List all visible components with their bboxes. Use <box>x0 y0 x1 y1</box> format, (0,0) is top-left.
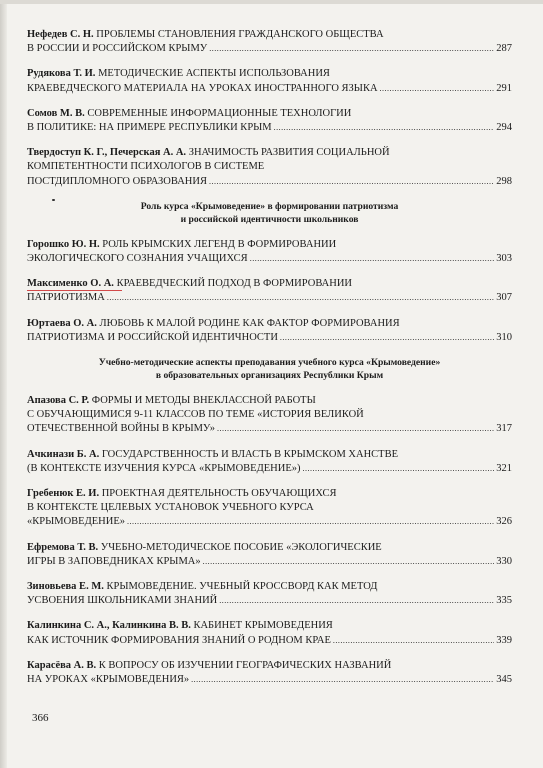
toc-title-line: (В КОНТЕКСТЕ ИЗУЧЕНИЯ КУРСА «КРЫМОВЕДЕНИЕ») <box>27 462 301 474</box>
dot-leader <box>302 462 494 476</box>
toc-title: ПРОЕКТНАЯ ДЕЯТЕЛЬНОСТЬ ОБУЧАЮЩИХСЯ <box>99 488 337 500</box>
toc-entry-first-line <box>27 487 512 501</box>
toc-entry-last-line <box>27 673 512 687</box>
toc-entry <box>27 277 512 305</box>
toc-author: Нефедев С. Н. <box>27 29 94 40</box>
toc-author: Максименко О. А. <box>27 278 114 289</box>
toc-title: КРАЕВЕДЧЕСКИЙ ПОДХОД В ФОРМИРОВАНИИ <box>113 278 352 290</box>
toc-title: ЗНАЧИМОСТЬ РАЗВИТИЯ СОЦИАЛЬНОЙ <box>186 147 390 159</box>
dot-leader <box>107 291 494 305</box>
section-heading-methodology <box>27 356 512 382</box>
dot-leader <box>274 121 495 135</box>
toc-title-line: ПАТРИОТИЗМА И РОССИЙСКОЙ ИДЕНТИЧНОСТИ <box>27 331 278 343</box>
toc-author: Твердоступ К. Г., Печерская А. А. <box>27 147 187 159</box>
toc-title: УЧЕБНО-МЕТОДИЧЕСКОЕ ПОСОБИЕ «ЭКОЛОГИЧЕСКИЕ <box>98 541 382 553</box>
toc-entry-first-line <box>27 317 512 331</box>
toc-page-number: 287 <box>496 43 512 55</box>
toc-entry-first-line <box>27 541 512 555</box>
toc-entry-last-line <box>27 42 512 56</box>
toc-page-number: 310 <box>496 331 512 343</box>
toc-entry <box>27 67 512 95</box>
toc-entry-first-line <box>27 28 512 42</box>
dot-leader <box>217 422 494 436</box>
toc-title-line: КРАЕВЕДЧЕСКОГО МАТЕРИАЛА НА УРОКАХ ИНОСТРАННОГО ЯЗЫКА <box>27 82 378 94</box>
toc-author: Ачкинази Б. А. <box>27 448 100 460</box>
toc-page-number: 294 <box>496 122 512 134</box>
toc-entry <box>27 619 512 647</box>
toc-entry <box>27 580 512 608</box>
toc-title: РОЛЬ КРЫМСКИХ ЛЕГЕНД В ФОРМИРОВАНИИ <box>99 238 337 250</box>
toc-entry <box>27 317 512 345</box>
toc-title: ПРОБЛЕМЫ СТАНОВЛЕНИЯ ГРАЖДАНСКОГО ОБЩЕСТВА <box>93 29 384 40</box>
toc-entry-last-line <box>27 121 512 135</box>
toc-author: Юртаева О. А. <box>27 317 97 329</box>
dot-leader <box>219 594 494 608</box>
page-number: 366 <box>32 712 49 724</box>
toc-title: К ВОПРОСУ ОБ ИЗУЧЕНИИ ГЕОГРАФИЧЕСКИХ НАЗВАНИЙ <box>96 659 392 671</box>
toc-entry-last-line <box>27 291 512 305</box>
toc-page-number: 339 <box>496 634 512 646</box>
toc-entry <box>27 107 512 135</box>
toc-entry <box>27 487 512 530</box>
toc-title-line: КАК ИСТОЧНИК ФОРМИРОВАНИЯ ЗНАНИЙ О РОДНОМ КРАЕ <box>27 634 331 646</box>
toc-page-number: 307 <box>496 292 512 304</box>
toc-author: Карасёва А. В. <box>27 659 97 671</box>
dot-leader <box>203 555 495 569</box>
section-heading-line: и российской идентичности школьников <box>180 213 359 225</box>
toc-page-number: 330 <box>496 555 512 567</box>
toc-title-line: «КРЫМОВЕДЕНИЕ» <box>27 516 125 528</box>
toc-title: СОВРЕМЕННЫЕ ИНФОРМАЦИОННЫЕ ТЕХНОЛОГИИ <box>84 107 352 119</box>
toc-entry <box>27 238 512 266</box>
toc-entry <box>27 659 512 687</box>
toc-entry <box>27 28 512 56</box>
toc-entry-first-line <box>27 277 512 291</box>
toc-entry-last-line <box>27 634 512 648</box>
toc-title: КРЫМОВЕДЕНИЕ. УЧЕБНЫЙ КРОССВОРД КАК МЕТОД <box>103 581 378 593</box>
toc-title: ЛЮБОВЬ К МАЛОЙ РОДИНЕ КАК ФАКТОР ФОРМИРОВАНИЯ <box>96 317 400 329</box>
toc-title: МЕТОДИЧЕСКИЕ АСПЕКТЫ ИСПОЛЬЗОВАНИЯ <box>95 68 330 80</box>
page-gutter-shadow <box>0 0 7 768</box>
toc-title-line: ПОСТДИПЛОМНОГО ОБРАЗОВАНИЯ <box>27 175 207 187</box>
toc-entry-first-line <box>27 238 512 252</box>
toc-entry-last-line <box>27 252 512 266</box>
dot-leader <box>280 331 494 345</box>
toc-title: КАБИНЕТ КРЫМОВЕДЕНИЯ <box>190 620 333 632</box>
toc-page-number: 326 <box>496 516 512 528</box>
toc-entry-last-line <box>27 594 512 608</box>
toc-entry <box>27 541 512 569</box>
toc-author: Горошко Ю. Н. <box>27 238 100 250</box>
toc-author: Сомов М. В. <box>27 107 85 119</box>
toc-entry-first-line <box>27 580 512 594</box>
toc-group <box>27 28 512 189</box>
section-heading-line: в образовательных организациях Республики Крым <box>155 370 384 382</box>
toc-title: ГОСУДАРСТВЕННОСТЬ И ВЛАСТЬ В КРЫМСКОМ ХАНСТВЕ <box>99 448 398 460</box>
toc-entry <box>27 394 512 437</box>
toc-title-line: С ОБУЧАЮЩИМИСЯ 9-11 КЛАССОВ ПО ТЕМЕ «ИСТОРИЯ ВЕЛИКОЙ <box>27 409 364 421</box>
toc-page-number: 321 <box>496 462 512 474</box>
dot-leader <box>209 42 494 56</box>
toc-entry-first-line <box>27 67 512 81</box>
toc-author: Зиновьева Е. М. <box>27 581 104 593</box>
toc-title-line: ОТЕЧЕСТВЕННОЙ ВОЙНЫ В КРЫМУ» <box>27 423 215 435</box>
toc-author: Рудякова Т. И. <box>27 68 96 80</box>
toc-title-line: НА УРОКАХ «КРЫМОВЕДЕНИЯ» <box>27 674 190 686</box>
toc-entry-last-line <box>27 555 512 569</box>
section-heading-line: Роль курса «Крымоведение» в формировании патриотизма <box>140 200 399 212</box>
toc-title-line: ПАТРИОТИЗМА <box>27 292 105 304</box>
toc-group <box>27 394 512 687</box>
toc-entry-last-line <box>27 175 512 189</box>
toc-entry-first-line <box>27 659 512 673</box>
toc-title: ФОРМЫ И МЕТОДЫ ВНЕКЛАССНОЙ РАБОТЫ <box>89 395 316 407</box>
toc-entry-last-line <box>27 331 512 345</box>
toc-entry-last-line <box>27 462 512 476</box>
dot-leader <box>380 82 495 96</box>
page-top-edge <box>0 0 543 4</box>
toc-title-line: ИГРЫ В ЗАПОВЕДНИКАХ КРЫМА» <box>27 555 201 567</box>
dot-leader <box>209 175 494 189</box>
toc-page-number: 317 <box>496 423 512 435</box>
toc-title-line: УСВОЕНИЯ ШКОЛЬНИКАМИ ЗНАНИЙ <box>27 595 218 607</box>
table-of-contents <box>27 28 512 698</box>
red-pen-underline <box>27 290 122 291</box>
toc-entry-last-line <box>27 422 512 436</box>
toc-page-number: 298 <box>496 175 512 187</box>
dot-leader <box>333 634 494 648</box>
toc-entry <box>27 146 512 189</box>
dot-leader <box>191 673 494 687</box>
toc-page-number: 303 <box>496 253 512 265</box>
toc-entry-first-line <box>27 448 512 462</box>
toc-entry-first-line <box>27 107 512 121</box>
toc-entry-first-line <box>27 394 512 408</box>
toc-title-line: ЭКОЛОГИЧЕСКОГО СОЗНАНИЯ УЧАЩИХСЯ <box>27 253 248 265</box>
toc-title-line: В РОССИИ И РОССИЙСКОМ КРЫМУ <box>27 43 208 55</box>
toc-page-number: 335 <box>496 595 512 607</box>
toc-entry-first-line <box>27 146 512 160</box>
dot-leader <box>127 515 494 529</box>
section-heading-line: Учебно-методические аспекты преподавания учебного курса «Крымоведение» <box>98 357 441 369</box>
toc-author: Ефремова Т. В. <box>27 541 99 553</box>
toc-title-line: В КОНТЕКСТЕ ЦЕЛЕВЫХ УСТАНОВОК УЧЕБНОГО КУРСА <box>27 502 314 514</box>
toc-entry-last-line <box>27 515 512 529</box>
toc-title-line: КОМПЕТЕНТНОСТИ ПСИХОЛОГОВ В СИСТЕМЕ <box>27 161 265 173</box>
toc-author: Гребенюк Е. И. <box>27 488 100 500</box>
toc-page-number: 291 <box>496 82 512 94</box>
toc-group <box>27 238 512 345</box>
toc-title-line: В ПОЛИТИКЕ: НА ПРИМЕРЕ РЕСПУБЛИКИ КРЫМ <box>27 122 272 134</box>
toc-entry <box>27 448 512 476</box>
toc-page-number: 345 <box>496 674 512 686</box>
dot-leader <box>250 252 495 266</box>
toc-entry-first-line <box>27 619 512 633</box>
toc-entry-last-line <box>27 82 512 96</box>
toc-author: Апазова С. Р. <box>27 395 90 407</box>
section-heading-patriotism <box>27 200 512 226</box>
toc-author: Калинкина С. А., Калинкина В. В. <box>27 620 191 632</box>
